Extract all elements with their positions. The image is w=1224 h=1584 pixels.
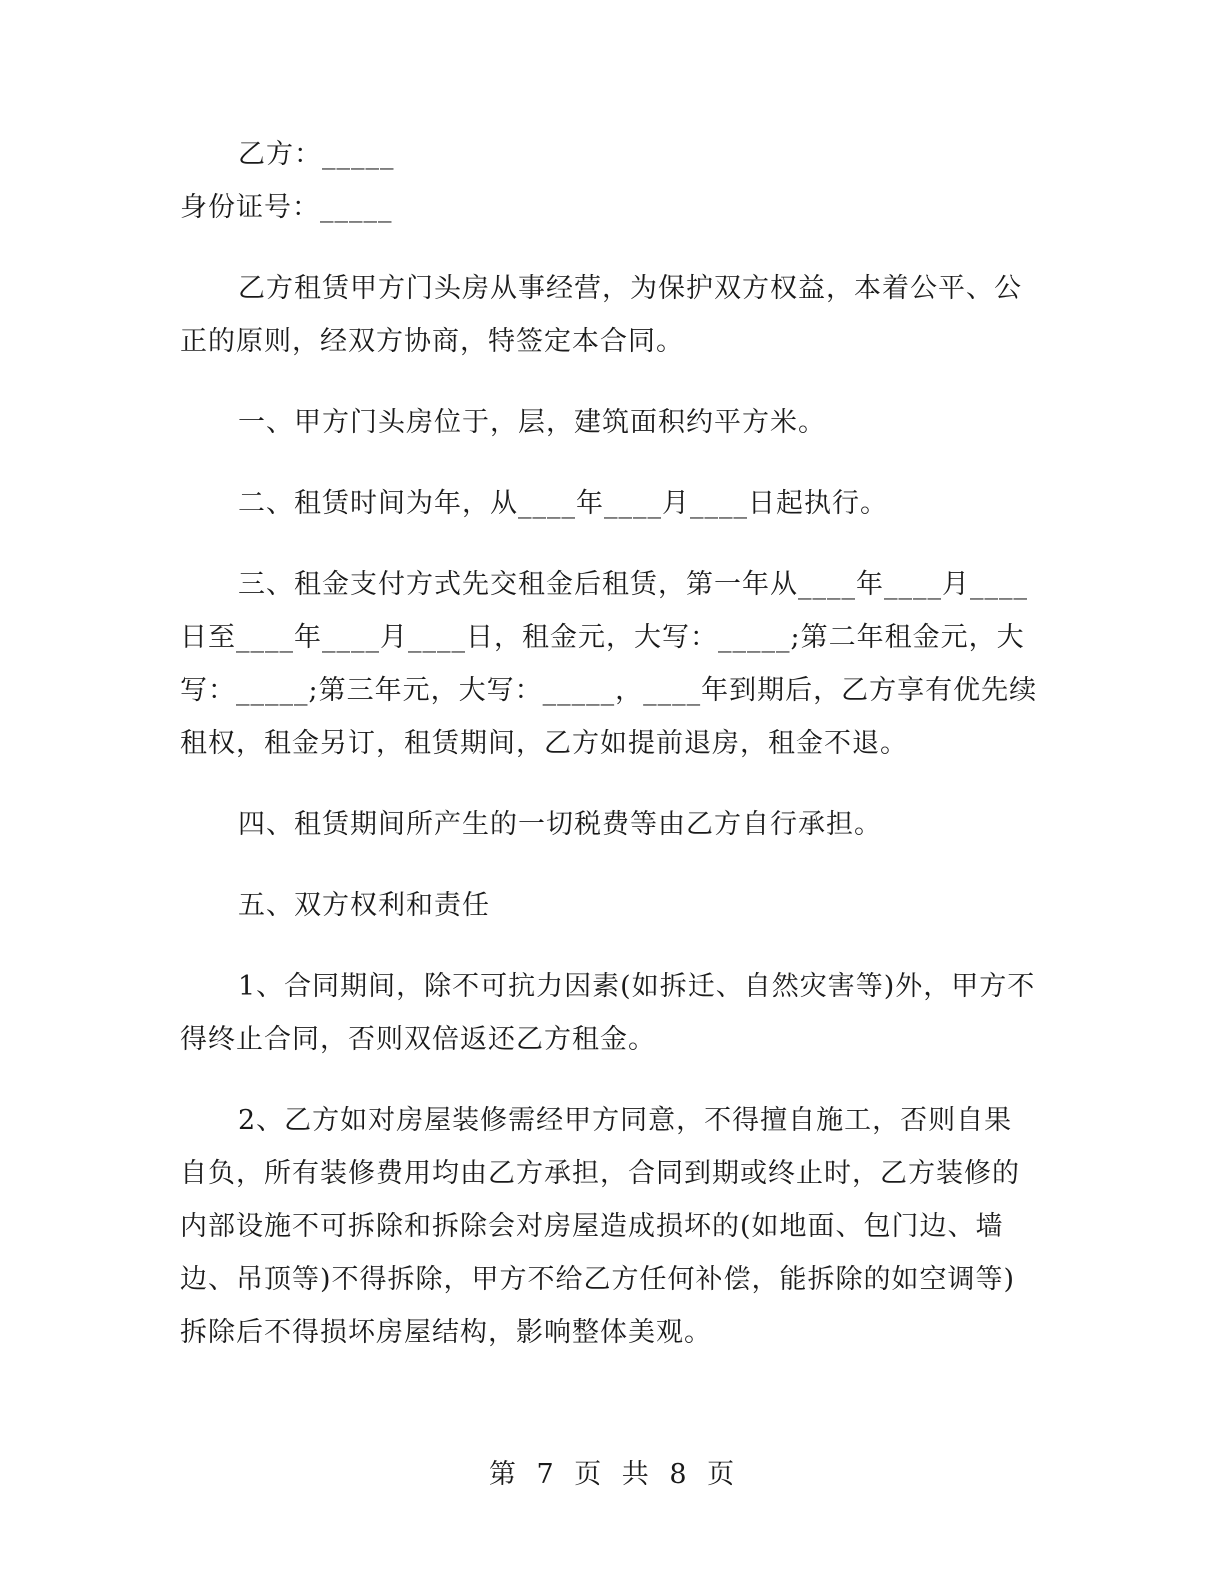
clause-2: 二、租赁时间为年，从____年____月____日起执行。: [238, 488, 888, 519]
clause-5-heading: 五、双方权利和责任: [238, 890, 490, 921]
document-body: [180, 128, 1040, 1359]
clause-4: 四、租赁期间所产生的一切税费等由乙方自行承担。: [238, 809, 882, 840]
clause-5-item-1: 1、合同期间，除不可抗力因素(如拆迁、自然灾害等)外，甲方不得终止合同，否则双倍返还乙方租金。: [180, 971, 1036, 1055]
clause-3: 三、租金支付方式先交租金后租赁，第一年从____年____月____日至____年____月____日，租金元，大写：_____;第二年租金元，大写：_____;第三年元，大写：_____，____年到期后，乙方享有优先续租权，租金另订，租赁期间，乙方如提前退房，租金不退。: [180, 569, 1038, 759]
clause-5-item-2: 2、乙方如对房屋装修需经甲方同意，不得擅自施工，否则自果自负，所有装修费用均由乙方承担，合同到期或终止时，乙方装修的内部设施不可拆除和拆除会对房屋造成损坏的(如地面、包门边、墙边、吊顶等)不得拆除，甲方不给乙方任何补偿，能拆除的如空调等)拆除后不得损坏房屋结构，影响整体美观。: [180, 1105, 1020, 1348]
page-number-footer: 第 7 页 共 8 页: [488, 1459, 736, 1490]
clause-1: 一、甲方门头房位于，层，建筑面积约平方米。: [238, 407, 826, 438]
intro-paragraph: 乙方租赁甲方门头房从事经营，为保护双方权益，本着公平、公正的原则，经双方协商，特签定本合同。: [180, 273, 1022, 357]
id-number-line: 身份证号：_____: [180, 192, 393, 223]
party-b-line: 乙方：_____: [238, 139, 395, 170]
